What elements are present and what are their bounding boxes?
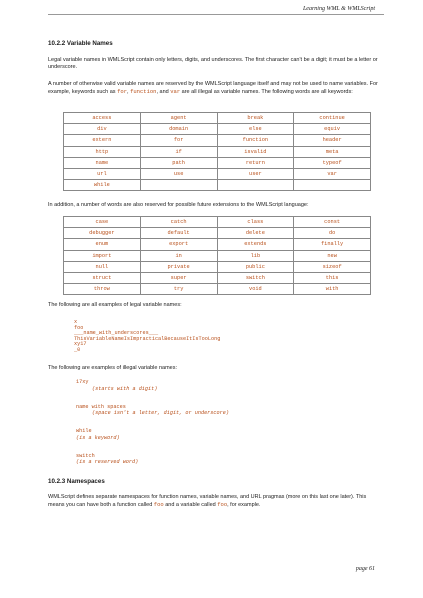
table-cell: try [140, 284, 217, 295]
inline-code-foo: foo [217, 501, 228, 508]
table-cell: extern [64, 135, 141, 146]
table-cell: debugger [64, 228, 141, 239]
page-number: page 61 [355, 566, 375, 572]
inline-code-function: function [130, 88, 157, 95]
text-run: , [127, 89, 131, 95]
table-cell: typeof [294, 157, 371, 168]
text-run: WMLScript defines separate namespaces for function names, variable names, and URL pragmas (more on this last one later). This means you can have both a function called [48, 494, 367, 508]
inline-code-var: var [170, 88, 181, 95]
code-line: ThisVariableNameIsImpracticalBecauseItIsTooLong [74, 335, 221, 342]
table-cell: lib [217, 250, 294, 261]
code-comment: (space isn't a letter, digit, or underscore) [92, 410, 229, 416]
section-heading-namespaces: 10.2.3 Namespaces [48, 478, 105, 485]
table-cell: const [294, 217, 371, 228]
table-cell: new [294, 250, 371, 261]
table-cell: var [294, 168, 371, 179]
code-line: name with spaces [76, 403, 126, 410]
table-cell: catch [140, 217, 217, 228]
table-cell: url [64, 168, 141, 179]
code-line: x [74, 319, 78, 325]
table-cell: extends [217, 239, 294, 250]
table-row [64, 124, 371, 135]
table-row [64, 135, 371, 146]
table-cell: continue [294, 113, 371, 124]
table-cell: super [140, 272, 217, 283]
table-cell: export [140, 239, 217, 250]
reserved-words-table [63, 216, 371, 295]
table-cell: agent [140, 113, 217, 124]
table-cell: sizeof [294, 261, 371, 272]
illegal-example [76, 404, 229, 417]
text-run: are all illegal as variable names. The following words are all keywords: [180, 89, 353, 95]
table-row [64, 250, 371, 261]
code-line: while [76, 428, 92, 434]
table-row [64, 239, 371, 250]
table-cell: null [64, 261, 141, 272]
table-cell: break [217, 113, 294, 124]
table-row [64, 146, 371, 157]
table-cell: http [64, 146, 141, 157]
table-cell: path [140, 157, 217, 168]
paragraph-legal-names: Legal variable names in WMLScript contain only letters, digits, and underscores. The first character can't be a digit; it must be a letter or underscore. [48, 57, 378, 70]
table-cell: struct [64, 272, 141, 283]
code-line: ___name_with_underscores___ [74, 330, 159, 336]
table-cell: import [64, 250, 141, 261]
code-comment: (starts with a digit) [92, 385, 158, 392]
text-run: and a variable called [163, 502, 218, 508]
table-cell: switch [217, 272, 294, 283]
table-cell: if [140, 146, 217, 157]
illegal-example [76, 379, 229, 392]
code-line: xy17 [74, 341, 87, 347]
table-cell: delete [217, 228, 294, 239]
table-cell: header [294, 135, 371, 146]
code-comment: (is a keyword) [76, 434, 120, 441]
table-row [64, 168, 371, 179]
inline-code-foo: foo [153, 501, 164, 508]
table-cell: function [217, 135, 294, 146]
table-cell: finally [294, 239, 371, 250]
paragraph-namespaces [48, 494, 382, 509]
table-cell: isvalid [217, 146, 294, 157]
paragraph-future-reserved: In addition, a number of words are also reserved for possible future extensions to the WMLScript language: [48, 202, 309, 208]
table-cell [140, 180, 217, 191]
code-line: _0 [74, 346, 81, 353]
table-cell: access [64, 113, 141, 124]
table-cell: private [140, 261, 217, 272]
table-cell [294, 180, 371, 191]
keywords-table [63, 112, 371, 191]
illegal-examples-code [76, 379, 229, 477]
table-cell: use [140, 168, 217, 179]
table-cell: class [217, 217, 294, 228]
table-cell: with [294, 284, 371, 295]
table-cell: this [294, 272, 371, 283]
table-row [64, 180, 371, 191]
illegal-example [76, 428, 229, 441]
table-row [64, 284, 371, 295]
table-cell: meta [294, 146, 371, 157]
paragraph-legal-examples: The following are all examples of legal variable names: [48, 302, 182, 308]
table-row [64, 217, 371, 228]
header-rule [48, 14, 384, 15]
code-line: switch [76, 452, 95, 459]
paragraph-reserved-names [48, 81, 382, 96]
table-cell: for [140, 135, 217, 146]
table-cell: else [217, 124, 294, 135]
inline-code-for: for [117, 88, 127, 95]
paragraph-illegal-examples: The following are examples of illegal variable names: [48, 365, 178, 371]
table-row [64, 228, 371, 239]
table-row [64, 157, 371, 168]
table-cell: void [217, 284, 294, 295]
table-cell: in [140, 250, 217, 261]
table-cell: return [217, 157, 294, 168]
table-cell: while [64, 180, 141, 191]
code-comment: (is a reserved word) [76, 459, 139, 465]
table-cell [217, 180, 294, 191]
code-line: 17xy [76, 379, 89, 385]
code-line: foo [74, 324, 84, 331]
table-row [64, 272, 371, 283]
table-cell: equiv [294, 124, 371, 135]
table-cell: name [64, 157, 141, 168]
table-cell: do [294, 228, 371, 239]
table-cell: enum [64, 239, 141, 250]
text-run: , for example. [227, 502, 261, 508]
table-cell: public [217, 261, 294, 272]
table-row [64, 261, 371, 272]
running-header: Learning WML & WMLScript [302, 6, 375, 12]
illegal-example [76, 453, 229, 466]
table-cell: default [140, 228, 217, 239]
text-run: , and [156, 89, 171, 95]
table-cell: throw [64, 284, 141, 295]
table-row [64, 113, 371, 124]
text-run: A number of otherwise valid variable names are reserved by the WMLScript language itself and may not be used to name variables. For example, keywords such as [48, 81, 378, 95]
legal-examples-code [74, 320, 220, 353]
table-cell: domain [140, 124, 217, 135]
table-cell: user [217, 168, 294, 179]
section-heading-variable-names: 10.2.2 Variable Names [48, 40, 113, 47]
table-cell: case [64, 217, 141, 228]
table-cell: div [64, 124, 141, 135]
